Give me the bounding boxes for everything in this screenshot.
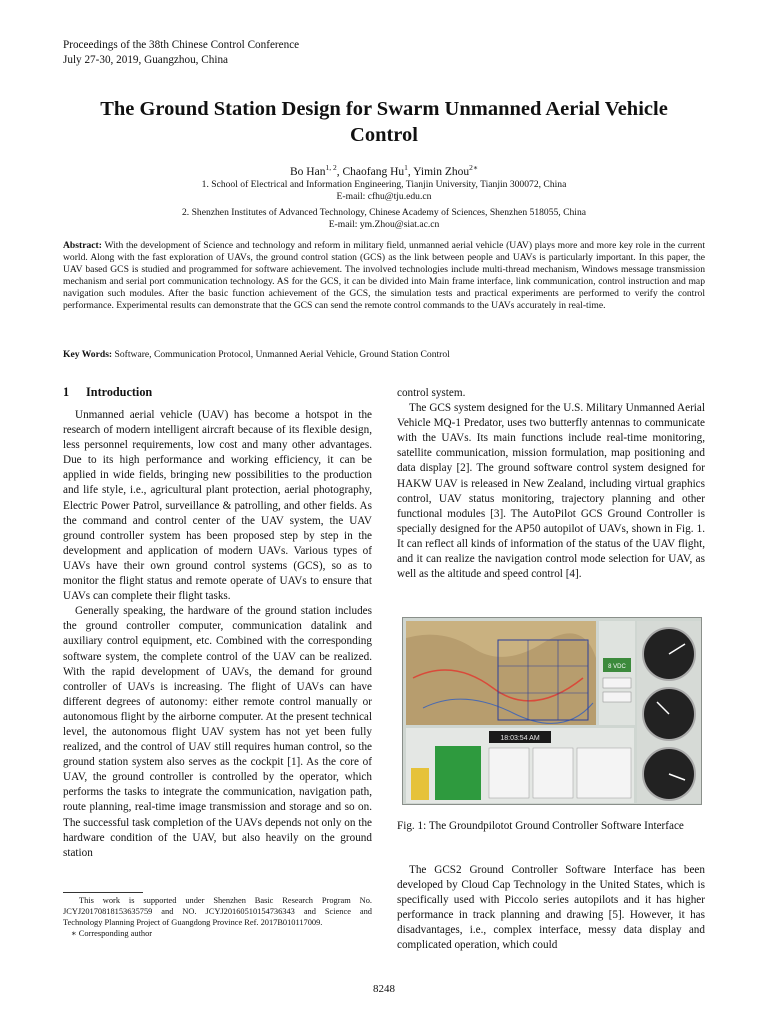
paragraph: The GCS system designed for the U.S. Military Unmanned Aerial Vehicle MQ-1 Predator, uses two butterfly antennas to communicate with the UAVs. Its main functions include real-time monitoring, satellite communication, mission formulation, map positioning and data display [2]. The ground software control system designed for HAKW UAV is released in New Zealand, including virtual graphics control, UAV status monitoring, trajectory planning and other functional modules [3]. The AutoPilot GCS Ground Controller is specially designed for the AP50 autopilot of UAVs, shown in Fig. 1. It can reflect all kinds of information of the status of the UAV flight, and it can realize the navigation control mode selection for UAV, as well as the altitude and speed control [4]. [397, 402, 705, 581]
paper-title [40, 96, 728, 148]
clock-text: 18:03:54 AM [500, 735, 540, 742]
status-panel-text: 8 VDC [608, 664, 626, 670]
figure-caption: Fig. 1: The Groundpilotot Ground Controller Software Interface [397, 820, 684, 832]
data-grid [435, 746, 481, 800]
paragraph: Unmanned aerial vehicle (UAV) has become a hotspot in the research of modern intelligent aircraft because of its flexible design, less personnel requirements, low cost and many other advantages. Due to its high performance and working efficiency, it can be applied in wide fields, bringing new possibilities to the production and life style, i.e., agricultural plant protection, aerial photography, Electric Power Patrol, surveillance & patrolling, and other fields. As the command and control center of the UAV system, the UAV ground controller system has been proposed step by step in the development and application of modern UAVs. Various types of UAVs have their own ground control systems (GCS), so as to monitor the flight status and remote operate of UAVs to ensure that UAVs can complete their flight tasks. [63, 409, 372, 603]
affiliation-1: 1. School of Electrical and Information Engineering, Tianjin University, Tianjin 300072, China [201, 179, 567, 190]
keywords-label: Key Words: [63, 349, 113, 360]
abstract-text: With the development of Science and technology and reform in military field, unmanned aerial vehicle (UAV) plays more and more key role in the current world. Along with the fast exploration of UAVs, the ground control station (GCS) as the link between people and UAVs is particularly important. In this paper, the UAV based GCS is studied and programmed for software achievement. The involved technologies include multi-thread mechanism, Windows message transmission mechanism and serial port communication technology. AS for the GCS, it can be divided into Main frame interface, link communication, control instruction and map navigation such modules. After the basic function achievement of the GCS, the simulation tests and practical experiments are performed to verify the control performance. Experimental results can demonstrate that the GCS can send the remote control commands to the UAVs accurately in real-time. [63, 240, 705, 311]
right-column [397, 386, 705, 582]
conference-header [63, 38, 299, 68]
right-column-continued [397, 863, 705, 954]
conference-name: Proceedings of the 38th Chinese Control Conference [63, 39, 300, 51]
author-affiliation-mark: 1 [404, 163, 408, 172]
left-column [63, 408, 372, 861]
command-list [489, 748, 529, 798]
abstract-label: Abstract: [63, 240, 102, 251]
direction-pad [533, 748, 573, 798]
page-number: 8248 [373, 983, 395, 995]
title-line-2: Control [350, 124, 418, 146]
author-name: Bo Han [290, 165, 326, 178]
conference-date: July 27-30, 2019, Guangzhou, China [63, 54, 228, 66]
keywords-text: Software, Communication Protocol, Unmanned Aerial Vehicle, Ground Station Control [114, 349, 450, 360]
author-name: Yimin Zhou [413, 165, 470, 178]
warning-strip [411, 768, 429, 800]
author-list: Bo Han$^{1, 2}$, Chaofang Hu$^1$, Yimin Zhou$^{2∗}$ [290, 163, 478, 178]
section-title: Introduction [86, 385, 153, 399]
author-affiliation-mark: 2∗ [469, 163, 478, 172]
toolbar-panel [599, 621, 635, 725]
figure-gcs-screenshot [402, 617, 702, 805]
keywords [63, 349, 705, 361]
email-1: E-mail: cfhu@tju.edu.cn [336, 191, 432, 202]
mode-buttons [577, 748, 631, 798]
section-number: 1 [63, 385, 70, 399]
gcs-interface-illustration [403, 618, 702, 805]
section-heading [63, 385, 152, 400]
paragraph: The GCS2 Ground Controller Software Interface has been developed by Cloud Cap Technology in the United States, which is specifically used with Piccolo series autopilots and it has higher performance in track planning and drawing [5]. However, it has disadvantages, i.e., complex interface, messy data display and complicated operation, which could [397, 864, 705, 952]
paragraph: control system. [397, 387, 466, 399]
footnote [63, 895, 372, 939]
author-name: Chaofang Hu [342, 165, 405, 178]
email-2: E-mail: ym.Zhou@siat.ac.cn [328, 219, 440, 230]
funding-note: This work is supported under Shenzhen Basic Research Program No. JCYJ20170818153635759 and NO. JCYJ20160510154736343 and Science and Technology Planning Project of Guangdong Province Ref. 2017B010117009. [63, 896, 372, 927]
author-affiliation-mark: 1, 2 [325, 163, 337, 172]
title-line-1: The Ground Station Design for Swarm Unmanned Aerial Vehicle [100, 98, 668, 120]
corresponding-note: ∗ Corresponding author [71, 929, 153, 938]
paragraph: Generally speaking, the hardware of the ground station includes the ground controller computer, communication datalink and auxiliary control equipment, etc. Combined with the corresponding software system, the complete control of the UAV can be realized. With the rapid development of UAVs, the demand for ground controller of UAVs is increasing. The flight of UAVs can have different degrees of autonomy: either remote control manually or autonomous flight by the airborne computer. At the present technical level, the autonomous flight UAV system has not yet been fully realized, and the control of UAV still requires human control, so the ground station system also serves as the cockpit [1]. As the core of UAV, the ground controller is controlled by the operator, which performs the tasks to integrate the communication, navigation path, route planning, real-time image transmission and storage and so on. The successful task completion of the UAVs depends not only on the hardware condition of the UAV, but also heavily on the ground station [63, 605, 372, 859]
footnote-rule [63, 892, 143, 893]
affiliation-2: 2. Shenzhen Institutes of Advanced Technology, Chinese Academy of Sciences, Shenzhen 518055, China [181, 207, 587, 218]
abstract [63, 240, 705, 311]
